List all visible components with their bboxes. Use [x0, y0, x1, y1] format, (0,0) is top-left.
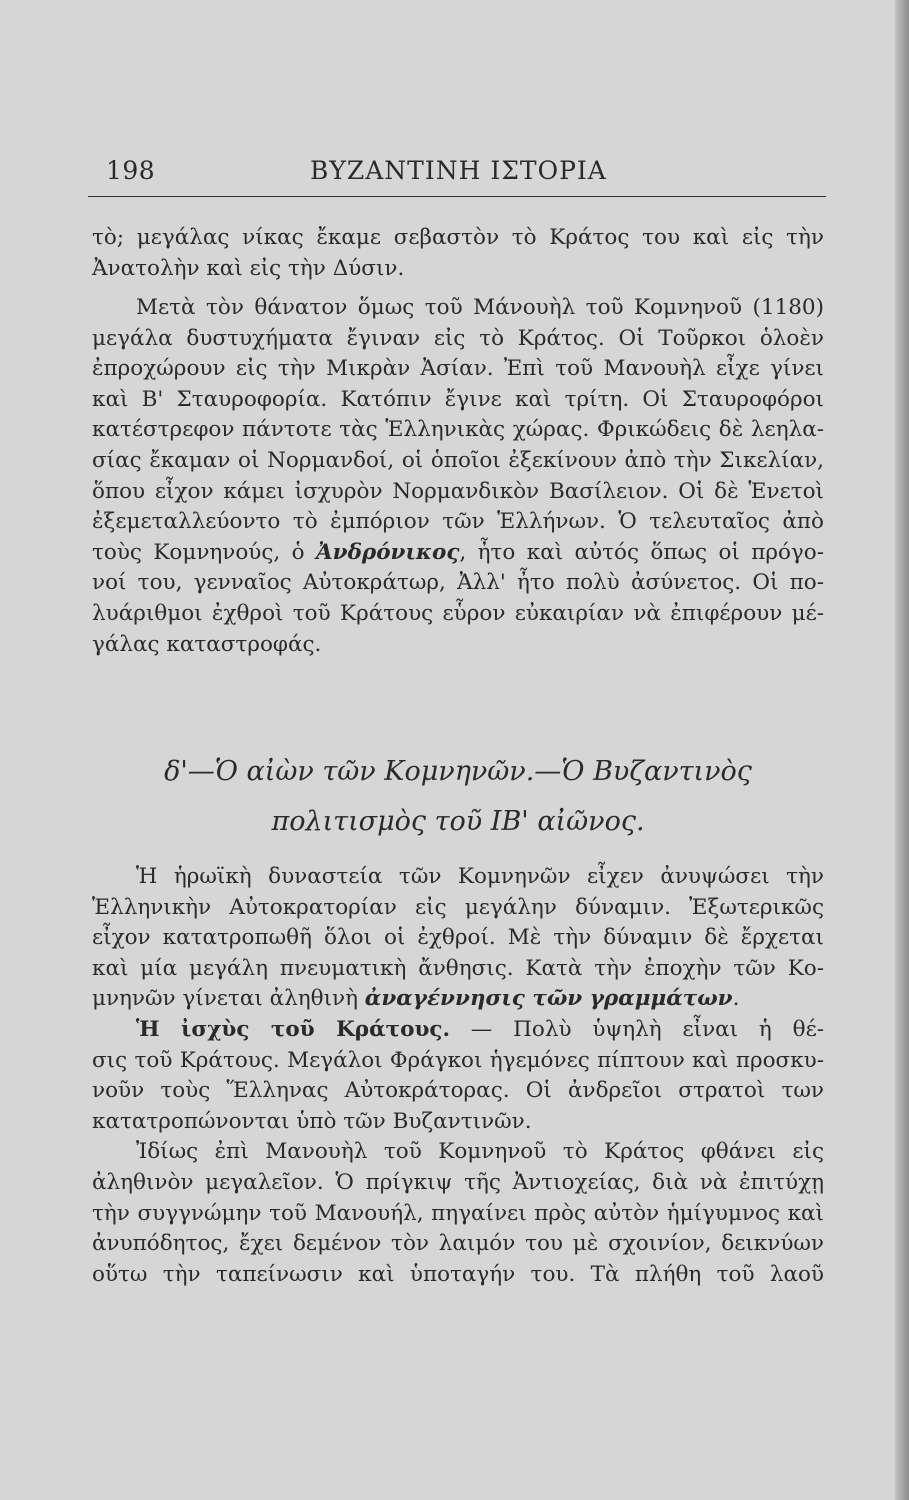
text-line: ἀληθινὸν μεγαλεῖον. Ὁ πρίγκιψ τῆς Ἀντιοχείας, διὰ νὰ ἐπιτύχῃ: [92, 1169, 824, 1195]
text-line: [92, 538, 824, 569]
text-line: σίας ἔκαμαν οἱ Νορμανδοί, οἱ ὁποῖοι ἐξεκίνουν ἀπὸ τὴν Σικελίαν,: [92, 447, 824, 473]
text-line: οὕτω τὴν ταπείνωσιν καὶ ὑποταγήν του. Τὰ πλήθη τοῦ λαοῦ: [92, 1261, 824, 1287]
text-run: — Πολὺ ὑψηλὴ εἶναι ἡ θέ-: [470, 1016, 824, 1042]
text-line: κατέστρεφον πάντοτε τὰς Ἑλληνικὰς χώρας. Φρικώδεις δὲ λεηλα-: [92, 417, 824, 443]
text-line: σις τοῦ Κράτους. Μεγάλοι Φράγκοι ἡγεμόνες πίπτουν καὶ προσκυ-: [92, 1047, 824, 1073]
renaissance-emphasis: ἀναγέννησις τῶν γραμμάτων: [364, 986, 733, 1012]
text-line: ἐξεμεταλλεύοντο τὸ ἐμπόριον τῶν Ἑλλήνων. Ὁ τελευταῖος ἀπὸ: [92, 509, 824, 535]
text-line: νοί του, γενναῖος Αὐτοκράτωρ, Ἀλλ' ἦτο πολὺ ἀσύνετος. Οἱ πο-: [92, 570, 824, 596]
text-line: [92, 984, 824, 1015]
text-line: ἐπροχώρουν εἰς τὴν Μικρὰν Ἀσίαν. Ἐπὶ τοῦ Μανουὴλ εἶχε γίνει: [92, 356, 824, 382]
text-line: Μετὰ τὸν θάνατον ὅμως τοῦ Μάνουὴλ τοῦ Κομνηνοῦ (1180): [136, 295, 824, 320]
text-line: μεγάλα δυστυχήματα ἔγιναν εἰς τὸ Κράτος. Οἱ Τοῦρκοι ὁλοὲν: [92, 325, 824, 351]
text-line: ὅπου εἶχον κάμει ἰσχυρὸν Νορμανδικὸν Βασίλειον. Οἱ δὲ Ἑνετοὶ: [92, 478, 824, 504]
page-number: 198: [106, 156, 156, 185]
text-line: νοῦν τοὺς Ἕλληνας Αὐτοκράτορας. Οἱ ἀνδρεῖοι στρατοὶ των: [92, 1078, 824, 1104]
paragraph-after-manuel: [92, 293, 824, 660]
text-line: [92, 1015, 824, 1046]
section-heading-line-1: δ'—Ὁ αἰὼν τῶν Κομνηνῶν.—Ὁ Βυζαντινὸς: [164, 756, 752, 787]
text-run: μνηνῶν γίνεται ἀληθινὴ: [92, 986, 365, 1012]
paragraph-continuation: [92, 223, 824, 284]
text-line: λυάριθμοι ἐχθροὶ τοῦ Κράτους εὗρον εὐκαιρίαν νὰ ἐπιφέρουν μέ-: [92, 600, 824, 626]
text-line: Ἑλληνικὴν Αὐτοκρατορίαν εἰς μεγάλην δύναμιν. Ἐξωτερικῶς: [92, 894, 824, 920]
andronikos-emphasis: Ἀνδρόνικος: [315, 539, 460, 565]
page-header: [88, 150, 826, 197]
text-line: γάλας καταστροφάς.: [92, 631, 322, 657]
text-line: Ἡ ἡρωϊκὴ δυναστεία τῶν Κομνηνῶν εἶχεν ἀνυψώσει τὴν: [136, 864, 824, 889]
text-line: ἀνυπόδητος, ἔχει δεμένον τὸν λαιμόν του μὲ σχοινίον, δεικνύων: [92, 1231, 824, 1257]
text-line: εἶχον κατατροπωθῆ ὅλοι οἱ ἐχθροί. Μὲ τὴν δύναμιν δὲ ἔρχεται: [92, 925, 824, 951]
text-run: , ἦτο καὶ αὐτός ὅπως οἱ πρόγο-: [459, 539, 824, 565]
text-line: Ἀνατολὴν καὶ εἰς τὴν Δύσιν.: [92, 255, 405, 281]
text-run: τοὺς Κομνηνούς, ὁ: [92, 539, 316, 565]
text-run: .: [732, 986, 740, 1012]
text-line: καὶ μία μεγάλη πνευματικὴ ἄνθησις. Κατὰ τὴν ἐποχὴν τῶν Κο-: [92, 955, 824, 981]
paragraph-komnenian-dynasty: [92, 862, 824, 1290]
section-heading-line-2: πολιτισμὸς τοῦ ΙΒ' αἰῶνος.: [271, 806, 645, 837]
text-line: τὴν συγγνώμην τοῦ Μανουήλ, πηγαίνει πρὸς αὐτὸν ἡμίγυμνος καὶ: [92, 1200, 824, 1226]
running-head: ΒΥΖΑΝΤΙΝΗ ΙΣΤΟΡΙΑ: [310, 156, 607, 185]
text-line: Ἰδίως ἐπὶ Μανουὴλ τοῦ Κομνηνοῦ τὸ Κράτος φθάνει εἰς: [136, 1139, 824, 1165]
text-line: καὶ Β' Σταυροφορία. Κατόπιν ἔγινε καὶ τρίτη. Οἱ Σταυροφόροι: [92, 386, 824, 412]
page-edge: [895, 0, 909, 1500]
text-line: τὸ; μεγάλας νίκας ἔκαμε σεβαστὸν τὸ Κράτος του καὶ εἰς τὴν: [92, 225, 824, 250]
subheading-power-of-state: Ἡ ἰσχὺς τοῦ Κράτους.: [136, 1016, 450, 1042]
text-line: κατατροπώνονται ὑπὸ τῶν Βυζαντινῶν.: [92, 1108, 532, 1134]
